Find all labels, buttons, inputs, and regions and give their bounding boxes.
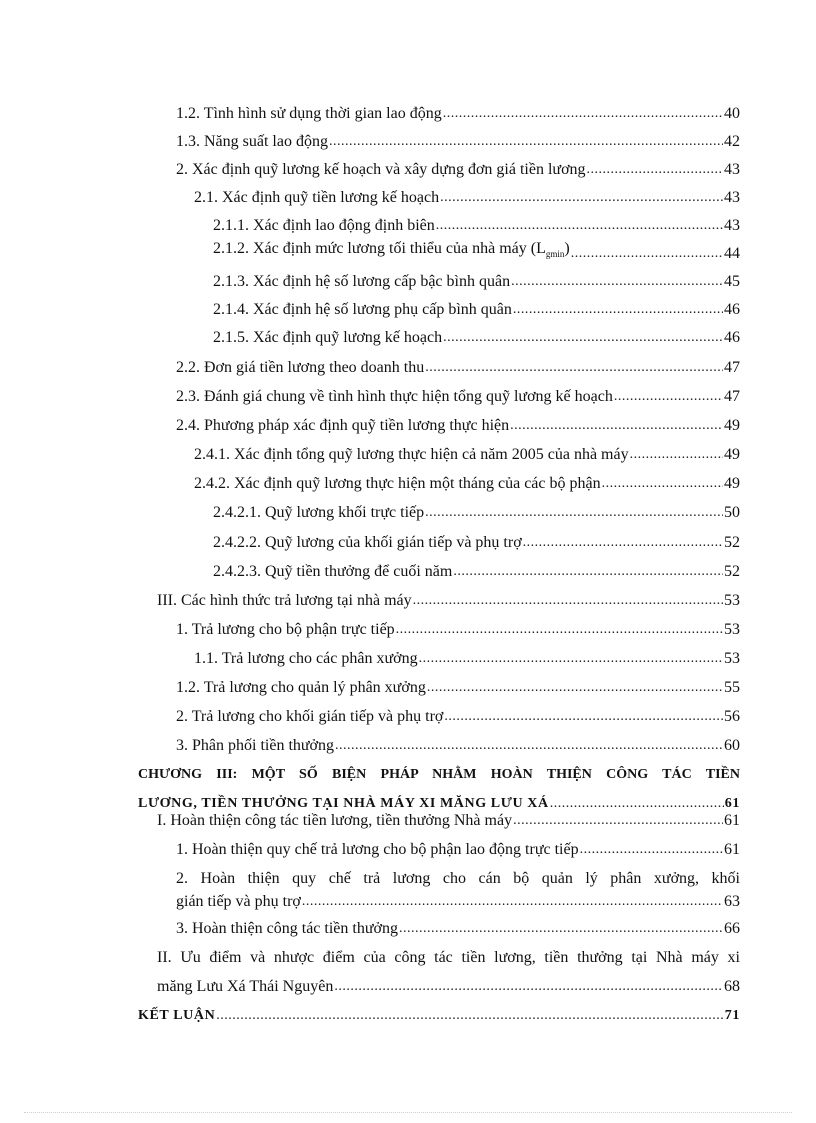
- toc-entry[interactable]: [0, 350, 740, 378]
- toc-entry-text: 2.1.1. Xác định lao động định biên: [213, 217, 435, 234]
- toc-entry-text: 2. Trả lương cho khối gián tiếp và phụ trợ: [176, 708, 444, 725]
- toc-entry-text: gián tiếp và phụ trợ: [176, 893, 301, 910]
- page-number: 40: [724, 105, 740, 122]
- toc-entry-text: 3. Hoàn thiện công tác tiền thưởng: [176, 920, 398, 937]
- toc-entry[interactable]: [0, 832, 740, 860]
- dot-leader: [571, 244, 723, 264]
- page-number: 68: [724, 978, 740, 995]
- toc-entry-title: [176, 104, 442, 124]
- toc-entry-title: [213, 562, 452, 582]
- page-number: 52: [724, 563, 740, 580]
- toc-entry-title: [176, 840, 579, 860]
- toc-entry[interactable]: [0, 969, 740, 997]
- toc-entry-text: 2.4.2.3. Quỹ tiền thưởng để cuối năm: [213, 563, 453, 580]
- toc-entry-title: [213, 272, 510, 292]
- page-number: 49: [724, 475, 740, 492]
- toc-entry-text: 2.1. Xác định quỹ tiền lương kế hoạch: [194, 189, 440, 206]
- toc-entry[interactable]: [0, 320, 740, 348]
- dot-leader: [614, 387, 723, 407]
- toc-entry-title: [213, 533, 522, 553]
- toc-entry[interactable]: [0, 884, 740, 912]
- dot-leader: [413, 591, 723, 611]
- toc-entry-title: [176, 892, 301, 912]
- dot-leader: [425, 503, 723, 523]
- page-number: 55: [724, 679, 740, 696]
- dot-leader: [399, 919, 723, 939]
- page-number: 56: [724, 708, 740, 725]
- toc-entry-title: [138, 1006, 215, 1026]
- toc-entry[interactable]: [0, 208, 740, 236]
- toc-entry[interactable]: [0, 583, 740, 611]
- toc-entry-title: [176, 919, 398, 939]
- page-number: 52: [724, 534, 740, 551]
- toc-entry-title: [213, 216, 435, 236]
- toc-entry-title: [213, 239, 570, 264]
- toc-entry-text: 2. Xác định quỹ lương kế hoạch và xây dựng đơn giá tiền lương: [176, 161, 586, 178]
- toc-entry-title: [176, 160, 586, 180]
- toc-entry[interactable]: [0, 437, 740, 465]
- toc-entry-text: 2.3. Đánh giá chung về tình hình thực hiện tổng quỹ lương kế hoạch: [176, 388, 613, 405]
- toc-entry[interactable]: [0, 911, 740, 939]
- dot-leader: [419, 649, 723, 669]
- page-number: 61: [724, 812, 740, 829]
- page-number: 43: [724, 189, 740, 206]
- toc-entry-title: [176, 387, 613, 407]
- toc-entry-title: [176, 132, 328, 152]
- dot-leader: [335, 736, 723, 756]
- toc-entry-title: [176, 416, 509, 436]
- toc-entry[interactable]: [0, 408, 740, 436]
- toc-entry-text: măng Lưu Xá Thái Nguyên: [157, 978, 334, 995]
- dot-leader: [513, 300, 723, 320]
- toc-entry-title: [213, 503, 424, 523]
- toc-entry[interactable]: [0, 495, 740, 523]
- toc-entry-title: [194, 445, 629, 465]
- page-number: 71: [724, 1008, 740, 1023]
- toc-entry[interactable]: [0, 124, 740, 152]
- dot-leader: [602, 474, 723, 494]
- toc-entry[interactable]: [0, 180, 740, 208]
- dot-leader: [302, 892, 723, 912]
- dot-leader: [580, 840, 723, 860]
- toc-entry-text: 2.4.1. Xác định tổng quỹ lương thực hiện cả năm 2005 của nhà máy: [194, 446, 629, 463]
- page-number: 43: [724, 161, 740, 178]
- toc-entry[interactable]: [0, 728, 740, 756]
- dot-leader: [453, 562, 723, 582]
- dot-leader: [523, 533, 723, 553]
- toc-entry[interactable]: [0, 379, 740, 407]
- toc-entry-title: [157, 977, 333, 997]
- page-bottom-divider: [24, 1112, 792, 1113]
- page-number: 60: [724, 737, 740, 754]
- toc-entry-text: 2.4.2.2. Quỹ lương của khối gián tiếp và phụ trợ: [213, 534, 522, 551]
- toc-entry-text: III. Các hình thức trả lương tại nhà máy: [157, 592, 412, 609]
- toc-entry-text: 2. Hoàn thiện quy chế trả lương cho cán bộ quản lý phân xưởng, khối: [176, 870, 740, 887]
- toc-entry-text: KẾT LUẬN: [138, 1008, 216, 1023]
- page-number: 53: [724, 621, 740, 638]
- toc-entry-text: 1.2. Tình hình sử dụng thời gian lao động: [176, 105, 442, 122]
- page-number: 50: [724, 504, 740, 521]
- page-number: 47: [724, 359, 740, 376]
- dot-leader: [444, 707, 723, 727]
- toc-entry-title: [176, 358, 424, 378]
- page-number: 45: [724, 273, 740, 290]
- page-number: 42: [724, 133, 740, 150]
- page-number: 53: [724, 592, 740, 609]
- toc-entry[interactable]: [0, 152, 740, 180]
- toc-entry[interactable]: [0, 96, 740, 124]
- toc-entry-title: [176, 620, 395, 640]
- toc-entry-text-end: ): [564, 239, 570, 257]
- dot-leader: [329, 132, 723, 152]
- dot-leader: [427, 678, 723, 698]
- page-number: 46: [724, 301, 740, 318]
- dot-leader: [216, 1006, 724, 1026]
- toc-entry-title: [194, 474, 601, 494]
- page-number: 43: [724, 217, 740, 234]
- toc-entry-text: 3. Phân phối tiền thưởng: [176, 737, 335, 754]
- toc-entry-text: 2.1.3. Xác định hệ số lương cấp bậc bình quân: [213, 273, 511, 290]
- toc-entry[interactable]: [0, 803, 740, 831]
- toc-entry-text: CHƯƠNG III: MỘT SỐ BIỆN PHÁP NHẰM HOÀN THIỆN CÔNG TÁC TIỀN: [138, 767, 740, 782]
- toc-entry[interactable]: [0, 264, 740, 292]
- toc-entry[interactable]: [0, 612, 740, 640]
- toc-entry-text: I. Hoàn thiện công tác tiền lương, tiền thưởng Nhà máy: [157, 812, 513, 829]
- toc-entry[interactable]: [0, 699, 740, 727]
- toc-entry-text: 2.4.2. Xác định quỹ lương thực hiện một tháng của các bộ phận: [194, 475, 601, 492]
- toc-entry-title: [176, 707, 443, 727]
- page-number: 46: [724, 329, 740, 346]
- page-number: 61: [724, 841, 740, 858]
- toc-entry[interactable]: [0, 670, 740, 698]
- toc-entry[interactable]: [0, 292, 740, 320]
- toc-entry-title: [194, 188, 439, 208]
- dot-leader: [425, 358, 723, 378]
- dot-leader: [513, 811, 723, 831]
- toc-entry-text: LƯƠNG, TIỀN THƯỞNG TẠI NHÀ MÁY XI MĂNG LƯU XÁ: [138, 796, 549, 811]
- toc-entry-text: 2.2. Đơn giá tiền lương theo doanh thu: [176, 359, 425, 376]
- toc-entry-line[interactable]: [0, 757, 740, 785]
- toc-entry-text: 1.2. Trả lương cho quản lý phân xưởng: [176, 679, 426, 696]
- toc-entry[interactable]: [0, 236, 740, 264]
- toc-entry-text: 1. Trả lương cho bộ phận trực tiếp: [176, 621, 395, 638]
- dot-leader: [630, 445, 723, 465]
- toc-entry-text: II. Ưu điểm và nhược điểm của công tác tiền lương, tiền thưởng tại Nhà máy xi: [157, 949, 740, 966]
- toc-entry[interactable]: [0, 998, 740, 1026]
- toc-entry-title: [213, 328, 442, 348]
- toc-entry-text: 2.4. Phương pháp xác định quỹ tiền lương thực hiện: [176, 417, 510, 434]
- toc-entry-title: [157, 811, 512, 831]
- toc-entry-text: 1.3. Năng suất lao động: [176, 133, 328, 150]
- page-number: 49: [724, 446, 740, 463]
- page-number: 63: [724, 893, 740, 910]
- dot-leader: [443, 328, 723, 348]
- toc-entry-text: 2.1.4. Xác định hệ số lương phụ cấp bình quân: [213, 301, 512, 318]
- toc-entry-text: 1. Hoàn thiện quy chế trả lương cho bộ phận lao động trực tiếp: [176, 841, 579, 858]
- dot-leader: [396, 620, 723, 640]
- toc-entry-title: [194, 649, 418, 669]
- page-number: 44: [724, 245, 740, 262]
- subscript: gmin: [545, 249, 565, 259]
- toc-entry-text: 2.1.5. Xác định quỹ lương kế hoạch: [213, 329, 443, 346]
- toc-entry-text: 2.4.2.1. Quỹ lương khối trực tiếp: [213, 504, 425, 521]
- toc-entry-text: 1.1. Trả lương cho các phân xưởng: [194, 650, 418, 667]
- dot-leader: [587, 160, 723, 180]
- toc-entry-title: [176, 678, 426, 698]
- page-number: 66: [724, 920, 740, 937]
- dot-leader: [440, 188, 723, 208]
- page-number: 47: [724, 388, 740, 405]
- toc-entry[interactable]: [0, 641, 740, 669]
- page-number: 53: [724, 650, 740, 667]
- dot-leader: [436, 216, 723, 236]
- toc-entry[interactable]: [0, 466, 740, 494]
- dot-leader: [510, 416, 723, 436]
- toc-entry-title: [213, 300, 512, 320]
- dot-leader: [334, 977, 723, 997]
- toc-entry-title: [157, 591, 412, 611]
- toc-entry[interactable]: [0, 525, 740, 553]
- toc-entry[interactable]: [0, 554, 740, 582]
- page-number: 49: [724, 417, 740, 434]
- toc-entry-line[interactable]: [0, 940, 740, 968]
- toc-entry-text: 2.1.2. Xác định mức lương tối thiểu của nhà máy (L: [213, 239, 546, 257]
- dot-leader: [443, 104, 723, 124]
- toc-entry-title: [176, 736, 334, 756]
- dot-leader: [511, 272, 723, 292]
- page-number: 61: [724, 796, 740, 811]
